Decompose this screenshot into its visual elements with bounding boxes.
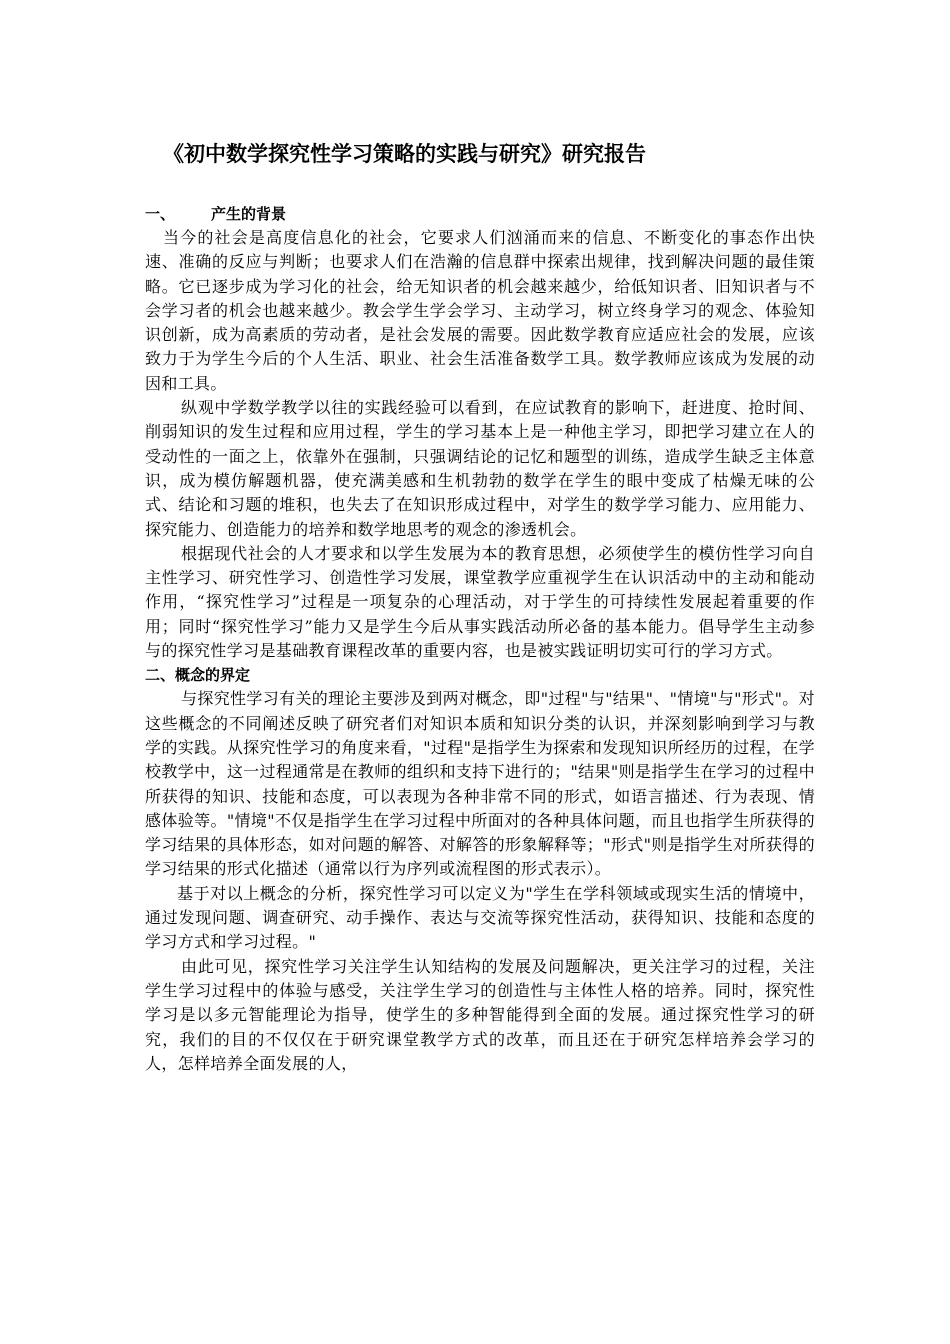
paragraph: 由此可见，探究性学习关注学生认知结构的发展及问题解决，更关注学习的过程，关注学生学习过程中的体验与感受，关注学生学习的创造性与主体性人格的培养。同时，探究性学习是以多元智能理论为指导，使学生的多种智能得到全面的发展。通过探究性学习的研究，我们的目的不仅仅在于研究课堂教学方式的改革，而且还在于研究怎样培养会学习的人，怎样培养全面发展的人，	[145, 956, 815, 1073]
section-number: 一、	[145, 205, 176, 223]
paragraph: 基于对以上概念的分析，探究性学习可以定义为"学生在学科领域或现实生活的情境中，通过发现问题、调查研究、动手操作、表达与交流等探究性活动，获得知识、技能和态度的学习方式和学习过程。"	[145, 883, 815, 952]
section-title: 产生的背景	[211, 205, 287, 223]
paragraph: 纵观中学数学教学以往的实践经验可以看到，在应试教育的影响下，赶进度、抢时间、削弱知识的发生过程和应用过程，学生的学习基本上是一种他主学习，即把学习建立在人的受动性的一面之上，依靠外在强制，只强调结论的记忆和题型的训练，造成学生缺乏主体意识，成为模仿解题机器，使充满美感和生机勃勃的数学在学生的眼中变成了枯燥无味的公式、结论和习题的堆积，也失去了在知识形成过程中，对学生的数学学习能力、应用能力、探究能力、创造能力的培养和数学地思考的观念的渗透机会。	[145, 398, 815, 539]
section-heading-definition: 二、概念的界定	[145, 666, 251, 685]
paragraph: 与探究性学习有关的理论主要涉及到两对概念，即"过程"与"结果"、"情境"与"形式"。对这些概念的不同阐述反映了研究者们对知识本质和知识分类的认识，并深刻影响到学习与教学的实践。从探究性学习的角度来看，"过程"是指学生为探索和发现知识所经历的过程，在学校教学中，这一过程通常是在教师的组织和支持下进行的；"结果"则是指学生在学习的过程中所获得的知识、技能和态度，可以表现为各种非常不同的形式，如语言描述、行为表现、情感体验等。"情境"不仅是指学生在学习过程中所面对的各种具体问题，而且也指学生所获得的学习结果的具体形态，如对问题的解答、对解答的形象解释等；"形式"则是指学生对所获得的学习结果的形式化描述（通常以行为序列或流程图的形式表示）。	[145, 689, 815, 879]
document-title: 《初中数学探究性学习策略的实践与研究》研究报告	[163, 141, 646, 166]
document-body	[145, 140, 815, 1076]
paragraph: 根据现代社会的人才要求和以学生发展为本的教育思想，必须使学生的模仿性学习向自主性学习、研究性学习、创造性学习发展，课堂教学应重视学生在认识活动中的主动和能动作用，“探究性学习”过程是一项复杂的心理活动，对于学生的可持续性发展起着重要的作用；同时“探究性学习”能力又是学生今后从事实践活动所必备的基本能力。倡导学生主动参与的探究性学习是基础教育课程改革的重要内容，也是被实践证明切实可行的学习方式。	[145, 543, 815, 661]
paragraph: 当今的社会是高度信息化的社会，它要求人们汹涌而来的信息、不断变化的事态作出快速、准确的反应与判断；也要求人们在浩瀚的信息群中探索出规律，找到解决问题的最佳策略。它已逐步成为学习化的社会，给无知识者的机会越来越少，给低知识者、旧知识者与不会学习者的机会也越来越少。教会学生学会学习、主动学习，树立终身学习的观念、体验知识创新，成为高素质的劳动者，是社会发展的需要。因此数学教育应适应社会的发展，应该致力于为学生今后的个人生活、职业、社会生活准备数学工具。数学教师应该成为发展的动因和工具。	[145, 228, 815, 393]
section-heading-background	[145, 202, 815, 226]
